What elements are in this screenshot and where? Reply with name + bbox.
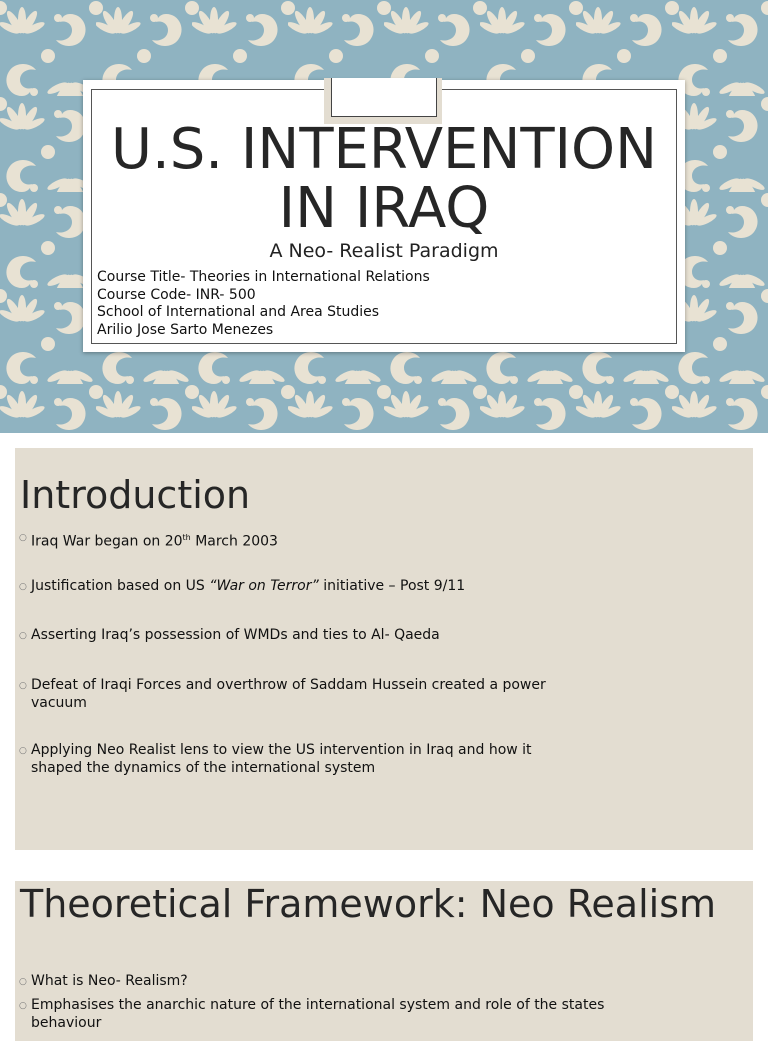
introduction-slide xyxy=(15,448,753,850)
bullet-icon: ○ xyxy=(19,582,27,592)
bullet-icon: ○ xyxy=(19,977,27,987)
slide-title: U.S. INTERVENTION IN IRAQ xyxy=(110,117,658,241)
slide-subtitle: A Neo- Realist Paradigm xyxy=(269,240,499,262)
theoretical-framework-slide xyxy=(15,881,753,1041)
bullet-text: What is Neo- Realism? xyxy=(31,973,188,989)
bullet-text: Applying Neo Realist lens to view the US intervention in Iraq and how it shaped the dynamics of the international system xyxy=(31,742,532,776)
bullet-icon: ○ xyxy=(19,631,27,641)
title-card xyxy=(83,80,685,352)
bullet-text: March 2003 xyxy=(190,533,278,550)
author-name: Arilio Jose Sarto Menezes xyxy=(97,321,274,338)
course-title: Course Title- Theories in International Relations xyxy=(97,269,430,285)
superscript-text: th xyxy=(182,533,191,542)
list-item xyxy=(19,677,551,712)
bullet-icon: ○ xyxy=(19,681,27,691)
list-item xyxy=(19,578,551,596)
emphasis-text: “War on Terror” xyxy=(209,578,319,594)
list-item xyxy=(19,742,551,777)
course-info xyxy=(97,269,430,339)
bullet-text: Defeat of Iraqi Forces and overthrow of Saddam Hussein created a power vacuum xyxy=(31,677,546,711)
bullet-icon: ○ xyxy=(19,746,27,756)
list-item xyxy=(19,997,671,1032)
list-item xyxy=(19,973,671,991)
title-slide xyxy=(0,0,768,433)
list-item xyxy=(19,627,551,645)
slide-heading: Theoretical Framework: Neo Realism xyxy=(20,882,717,926)
bullet-icon: ○ xyxy=(19,533,27,543)
bullet-text: Iraq War began on 20 xyxy=(31,533,183,550)
bullet-text: Emphasises the anarchic nature of the international system and role of the states behaviour xyxy=(31,997,605,1031)
school-name: School of International and Area Studies xyxy=(97,304,380,320)
bullet-text: Asserting Iraq’s possession of WMDs and ties to Al- Qaeda xyxy=(31,627,440,643)
title-card-tab-inner xyxy=(331,78,437,117)
bullet-text: Justification based on US xyxy=(31,578,210,594)
slide-heading: Introduction xyxy=(20,473,251,517)
bullet-text: initiative – Post 9/11 xyxy=(318,578,466,594)
bullet-icon: ○ xyxy=(19,1001,27,1011)
list-item xyxy=(19,529,551,551)
course-code: Course Code- INR- 500 xyxy=(97,286,256,303)
